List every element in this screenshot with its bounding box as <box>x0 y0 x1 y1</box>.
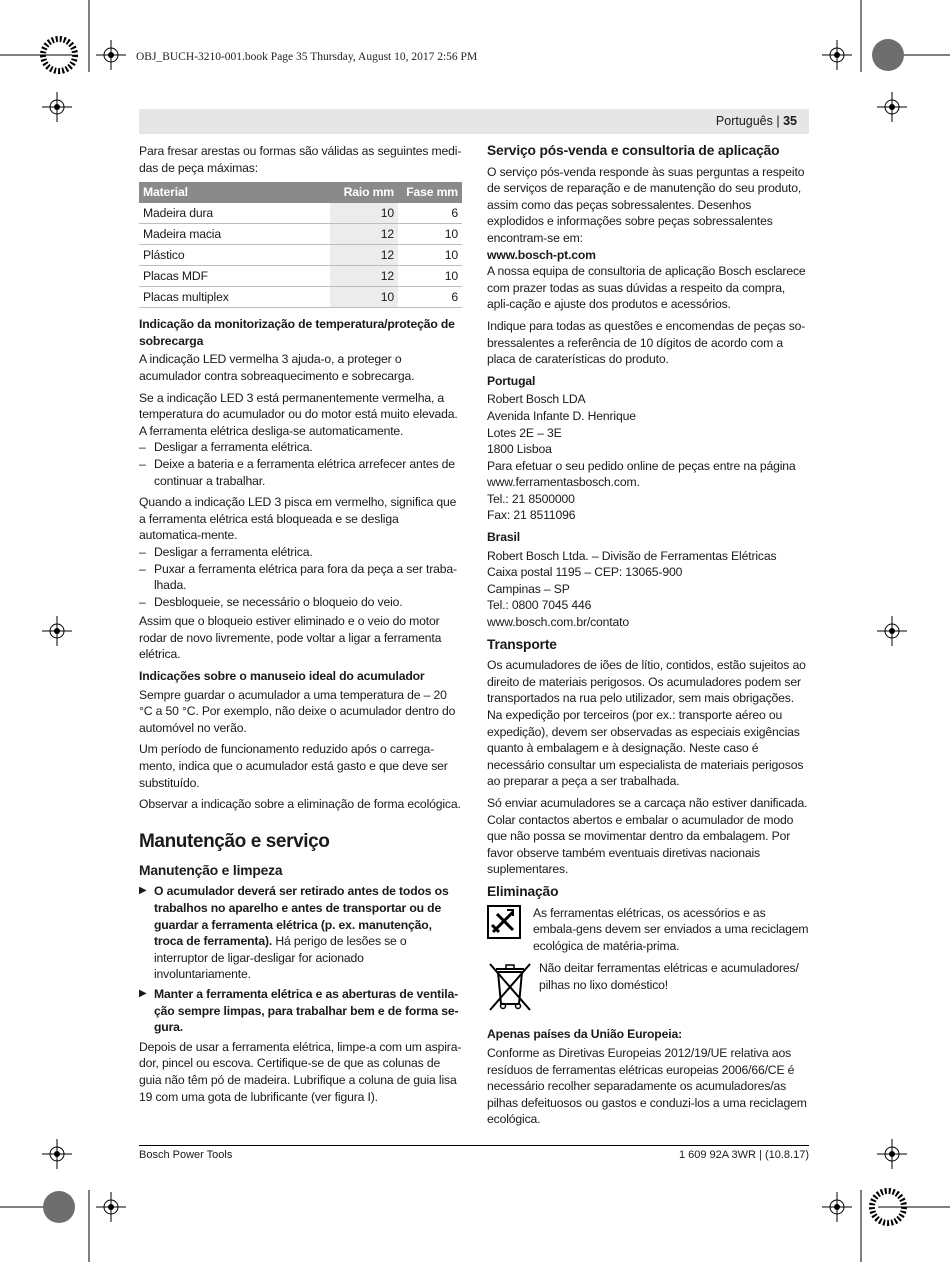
bin-note <box>487 960 809 1012</box>
address-line: Robert Bosch Ltda. – Divisão de Ferramentas Elétricas <box>487 548 777 563</box>
table-row <box>139 245 462 266</box>
cell: 10 <box>330 287 398 308</box>
portugal-heading: Portugal <box>487 373 536 388</box>
list-item: – Deixe a bateria e a ferramenta elétrica arrefecer antes de continuar a trabalhar. <box>139 456 462 489</box>
service-heading: Serviço pós-venda e consultoria de aplicação <box>487 143 780 158</box>
triangle-bullet-icon: ▶ <box>139 885 147 897</box>
cell: Placas MDF <box>139 266 330 287</box>
maintenance-title: Manutenção e serviço <box>139 830 330 852</box>
cell: 12 <box>330 266 398 287</box>
recycle-tools-icon <box>487 905 527 943</box>
list-item-text: Desligar a ferramenta elétrica. <box>154 440 313 455</box>
brasil-address <box>487 548 809 631</box>
temp-paragraph-2: Se a indicação LED 3 está permanentemente vermelha, a temperatura do acumulador ou do motor está muito elevada. A ferramenta elétrica desliga-se automaticamente. <box>139 390 458 438</box>
warning-text: Há perigo de lesões se o interruptor de ligar-desligar for acionado involuntariamente. <box>154 934 407 982</box>
address-line: Robert Bosch LDA <box>487 392 586 407</box>
battery-paragraph-2: Um período de funcionamento reduzido após o carrega-mento, indica que o acumulador está gasto e que deve ser substituído. <box>139 742 448 790</box>
triangle-bullet-icon: ▶ <box>139 987 147 999</box>
right-column <box>487 141 809 1133</box>
service-url: www.bosch-pt.com <box>487 247 596 262</box>
bin-text: Não deitar ferramentas elétricas e acumuladores/ pilhas no lixo doméstico! <box>539 961 799 992</box>
warning-item <box>139 883 462 983</box>
address-line: Para efetuar o seu pedido online de peças entre na página <box>487 458 796 473</box>
temp-paragraph-4: Assim que o bloqueio estiver eliminado e o veio do motor rodar de novo livremente, pode voltar a ligar a ferramenta elétrica. <box>139 614 442 662</box>
address-line: Campinas – SP <box>487 581 570 596</box>
service-paragraph-1: O serviço pós-venda responde às suas perguntas a respeito de serviços de reparação e de manutenção do seu produto, assim como das peças sobressalentes. Desenhos explodidos e informações sobre peças sobressalentes encontram-se em: <box>487 164 805 245</box>
service-paragraph-2: A nossa equipa de consultoria de aplicação Bosch esclarece com prazer todas as suas dúvidas a respeito da compra, apli-cação e ajuste dos produtos e acessórios. <box>487 264 806 312</box>
transport-heading: Transporte <box>487 636 557 652</box>
cell: 10 <box>398 224 462 245</box>
page-number: 35 <box>783 114 797 128</box>
cell: Plástico <box>139 245 330 266</box>
footer-rule <box>139 1145 809 1146</box>
footer-code: 1 609 92A 3WR | (10.8.17) <box>678 1149 809 1161</box>
cell: 12 <box>330 224 398 245</box>
list-item: – Desbloqueie, se necessário o bloqueio do veio. <box>139 594 403 609</box>
cell: 6 <box>398 287 462 308</box>
page-header-band <box>139 109 809 134</box>
battery-paragraph-3: Observar a indicação sobre a eliminação de forma ecológica. <box>139 797 461 812</box>
col-raio: Raio mm <box>330 182 398 203</box>
maintenance-paragraph: Depois de usar a ferramenta elétrica, limpe-a com um aspira-dor, pincel ou escova. Certifique-se de que as colunas de guia não têm pó de madeira. Lubrifique a coluna de guia lisa 19 com uma gota de lubrificante (ver figura I). <box>139 1039 462 1104</box>
table-header-row <box>139 182 462 203</box>
maintenance-subtitle: Manutenção e limpeza <box>139 862 283 878</box>
list-item-text: Desbloqueie, se necessário o bloqueio do veio. <box>154 594 403 609</box>
table-row <box>139 287 462 308</box>
header-language: Português <box>715 114 773 128</box>
address-line: Caixa postal 1195 – CEP: 13065-900 <box>487 565 683 580</box>
temp-paragraph-3: Quando a indicação LED 3 pisca em vermelho, significa que a ferramenta elétrica está bloqueada e se desliga automatica-mente. <box>139 495 457 543</box>
table-intro: Para fresar arestas ou formas são válidas as seguintes medi-das de peça máximas: <box>139 144 462 175</box>
col-material: Material <box>139 182 330 203</box>
address-line: Tel.: 0800 7045 446 <box>487 598 592 613</box>
list-item: – Desligar a ferramenta elétrica. <box>139 440 313 455</box>
table-row <box>139 266 462 287</box>
list-item: – Desligar a ferramenta elétrica. <box>139 544 313 559</box>
cell: 6 <box>398 203 462 224</box>
battery-heading: Indicações sobre o manuseio ideal do acumulador <box>139 669 425 684</box>
transport-paragraph-2: Só enviar acumuladores se a carcaça não estiver danificada. Colar contactos abertos e embalar o acumulador de modo que não possa se movimentar dentro da embalagem. Por favor observe também eventuais diretivas nacionais suplementares. <box>487 795 808 877</box>
address-line: 1800 Lisboa <box>487 442 552 457</box>
brasil-heading: Brasil <box>487 530 520 545</box>
left-column <box>139 143 462 1110</box>
battery-paragraph-1: Sempre guardar o acumulador a uma temperatura de – 20 °C a 50 °C. Por exemplo, não deixe o acumulador dentro do automóvel no verão. <box>139 687 456 735</box>
address-line: Tel.: 21 8500000 <box>487 491 575 506</box>
cell: Placas multiplex <box>139 287 330 308</box>
page-header: Português | 35 <box>715 114 797 128</box>
portugal-address <box>487 391 809 524</box>
print-slug: OBJ_BUCH-3210-001.book Page 35 Thursday, August 10, 2017 2:56 PM <box>136 51 478 63</box>
eu-heading: Apenas países da União Europeia: <box>487 1027 682 1042</box>
list-item-text: Puxar a ferramenta elétrica para fora da peça a ser traba-lhada. <box>154 561 457 593</box>
address-line: Lotes 2E – 3E <box>487 425 562 440</box>
service-paragraph-3: Indique para todas as questões e encomendas de peças so-bressalentes a referência de 10 dígitos de acordo com a placa de caraterísticas do produto. <box>487 318 806 367</box>
transport-paragraph-1: Os acumuladores de iões de lítio, contidos, estão sujeitos ao direito de materiais perigosos. Os acumuladores podem ser transportados na rua pelo utilizador, sem mais obrigações. Na expedição por terceiros (por ex.: transporte aéreo ou expedição), devem ser observadas as especiais exigências quanto à embalagem e à designação. Neste caso é necessário consultar um especialista de materiais perigosos ao preparar a peça a ser trabalhada. <box>487 658 806 789</box>
address-line: Avenida Infante D. Henrique <box>487 408 636 423</box>
table-row <box>139 203 462 224</box>
cell: 10 <box>398 245 462 266</box>
address-line: Fax: 21 8511096 <box>487 508 576 523</box>
cell: 10 <box>398 266 462 287</box>
warning-bold-text: O acumulador deverá ser retirado antes de todos os trabalhos no aparelho e antes de transportar ou de guardar a ferramenta elétrica (p. ex. manutenção, troca de ferramenta). <box>154 884 449 949</box>
list-item-text: Desligar a ferramenta elétrica. <box>154 544 313 559</box>
footer-brand: Bosch Power Tools <box>139 1149 233 1161</box>
temp-heading: Indicação da monitorização de temperatura/proteção de sobrecarga <box>139 317 455 348</box>
cell: 12 <box>330 245 398 266</box>
warning-item <box>139 986 462 1036</box>
recycle-text: As ferramentas elétricas, os acessórios e as embala-gens devem ser enviados a uma reciclagem ecológica de matéria-prima. <box>533 905 809 953</box>
address-line: www.ferramentasbosch.com. <box>487 475 640 490</box>
cell: 10 <box>330 203 398 224</box>
table-row <box>139 224 462 245</box>
cell: Madeira dura <box>139 203 330 224</box>
address-line: www.bosch.com.br/contato <box>487 615 630 630</box>
recycle-note <box>487 905 809 955</box>
crossed-bin-icon <box>487 960 533 1012</box>
cell: Madeira macia <box>139 224 330 245</box>
list-item-text: Deixe a bateria e a ferramenta elétrica arrefecer antes de continuar a trabalhar. <box>154 456 455 488</box>
temp-paragraph-1: A indicação LED vermelha 3 ajuda-o, a proteger o acumulador contra sobreaquecimento e sobrecarga. <box>139 352 415 383</box>
eu-paragraph: Conforme as Diretivas Europeias 2012/19/UE relativa aos resíduos de ferramentas elétricas europeias 2006/66/CE é necessário recolher separadamente os acumuladores/as pilhas defeituosos ou gastos e conduzi-los a uma reciclagem ecológica. <box>487 1045 807 1127</box>
disposal-heading: Eliminação <box>487 883 559 899</box>
list-item: – Puxar a ferramenta elétrica para fora da peça a ser traba-lhada. <box>139 561 462 594</box>
warning-bold-text: Manter a ferramenta elétrica e as aberturas de ventila-ção sempre limpas, para trabalhar bem e de forma se-gura. <box>154 986 459 1035</box>
col-fase: Fase mm <box>398 182 462 203</box>
material-table <box>139 182 462 308</box>
